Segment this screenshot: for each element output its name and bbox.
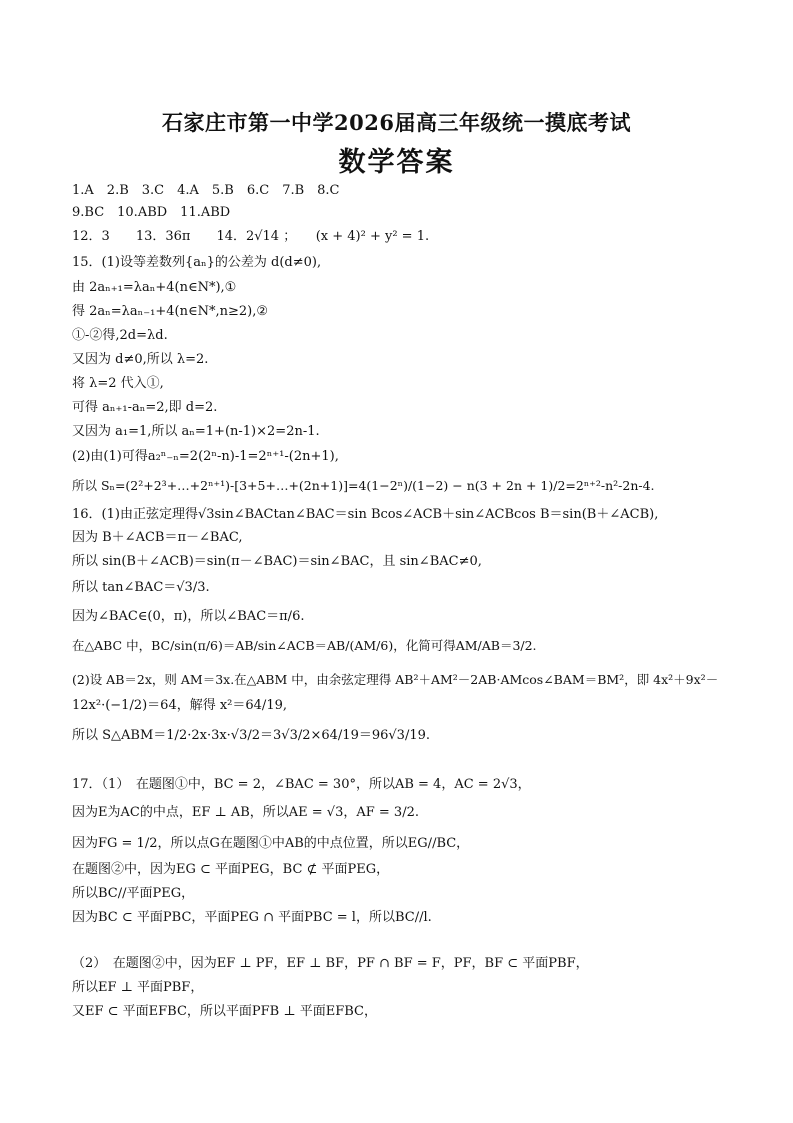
q15-line: 得 2aₙ=λaₙ₋₁+4(n∈N*,n≥2),② — [72, 304, 268, 319]
q17-line: 17．（1） 在题图①中，BC = 2，∠BAC = 30°，所以AB = 4，AC = 2√3， — [72, 777, 531, 792]
q17-line: 因为BC ⊂ 平面PBC，平面PEG ∩ 平面PBC = l，所以BC//l. — [72, 910, 432, 925]
fill-blank-answers: 12．3 13．36π 14．2√14 ； (x + 4)² + y² = 1. — [72, 229, 430, 244]
q15-line: 所以 Sₙ=(2²+2³+…+2ⁿ⁺¹)-[3+5+…+(2n+1)]=4(1−2ⁿ)/(1−2) − n(3 + 2n + 1)/2=2ⁿ⁺²-n²-2n-4. — [72, 478, 655, 493]
q16-line: 在△ABC 中，BC/sin(π/6)＝AB/sin∠ACB＝AB/(AM/6)，化简可得AM/AB＝3/2. — [72, 638, 537, 653]
q15-line: 15．(1)设等差数列{aₙ}的公差为 d(d≠0), — [72, 255, 322, 270]
q15-line: 可得 aₙ₊₁-aₙ=2,即 d=2. — [72, 400, 218, 415]
q16-line: 所以 S△ABM＝1/2·2x·3x·√3/2＝3√3/2×64/19＝96√3/19. — [72, 728, 431, 743]
q17-line: 又EF ⊂ 平面EFBC，所以平面PFB ⊥ 平面EFBC， — [72, 1004, 377, 1019]
q16-line: 16．(1)由正弦定理得√3sin∠BACtan∠BAC＝sin Bcos∠ACB＋sin∠ACBcos B＝sin(B＋∠ACB), — [72, 507, 659, 522]
q15-line: 由 2aₙ₊₁=λaₙ+4(n∈N*),① — [72, 280, 237, 295]
q16-line: 所以 tan∠BAC＝√3/3. — [72, 580, 210, 595]
q16-line: (2)设 AB＝2x，则 AM＝3x.在△ABM 中，由余弦定理得 AB²＋AM²－2AB·AMcos∠BAM＝BM²，即 4x²＋9x²－ — [72, 672, 719, 687]
q16-line: 因为 B＋∠ACB＝π－∠BAC, — [72, 530, 243, 545]
q17-line: （2） 在题图②中，因为EF ⊥ PF，EF ⊥ BF，PF ∩ BF = F，PF，BF ⊂ 平面PBF， — [72, 956, 589, 971]
q17-line: 所以BC//平面PEG， — [72, 886, 195, 901]
q16-line: 因为∠BAC∈(0，π)，所以∠BAC＝π/6. — [72, 609, 305, 624]
q15-line: (2)由(1)可得a₂ⁿ₋ₙ=2(2ⁿ-n)-1=2ⁿ⁺¹-(2n+1), — [72, 449, 339, 464]
q16-line: 12x²·(−1/2)＝64，解得 x²＝64/19, — [72, 698, 287, 713]
q17-line: 在题图②中，因为EG ⊂ 平面PEG，BC ⊄ 平面PEG， — [72, 862, 390, 877]
q17-line: 因为FG = 1/2，所以点G在题图①中AB的中点位置，所以EG//BC， — [72, 836, 470, 851]
q15-line: 又因为 d≠0,所以 λ=2. — [72, 352, 209, 367]
q17-line: 因为E为AC的中点，EF ⊥ AB，所以AE = √3，AF = 3/2. — [72, 805, 419, 820]
exam-title: 石家庄市第一中学2026届高三年级统一摸底考试 — [162, 110, 631, 135]
mc-answers-row-1: 1.A 2.B 3.C 4.A 5.B 6.C 7.B 8.C — [72, 183, 340, 198]
mc-answers-row-2: 9.BC 10.ABD 11.ABD — [72, 205, 231, 220]
q15-line: 又因为 a₁=1,所以 aₙ=1+(n-1)×2=2n-1. — [72, 424, 320, 439]
q17-line: 所以EF ⊥ 平面PBF， — [72, 980, 204, 995]
answer-heading: 数学答案 — [338, 147, 455, 178]
q15-line: ①-②得,2d=λd. — [72, 328, 168, 343]
q16-line: 所以 sin(B＋∠ACB)＝sin(π－∠BAC)＝sin∠BAC，且 sin∠BAC≠0, — [72, 554, 482, 569]
q15-line: 将 λ=2 代入①, — [72, 376, 164, 391]
